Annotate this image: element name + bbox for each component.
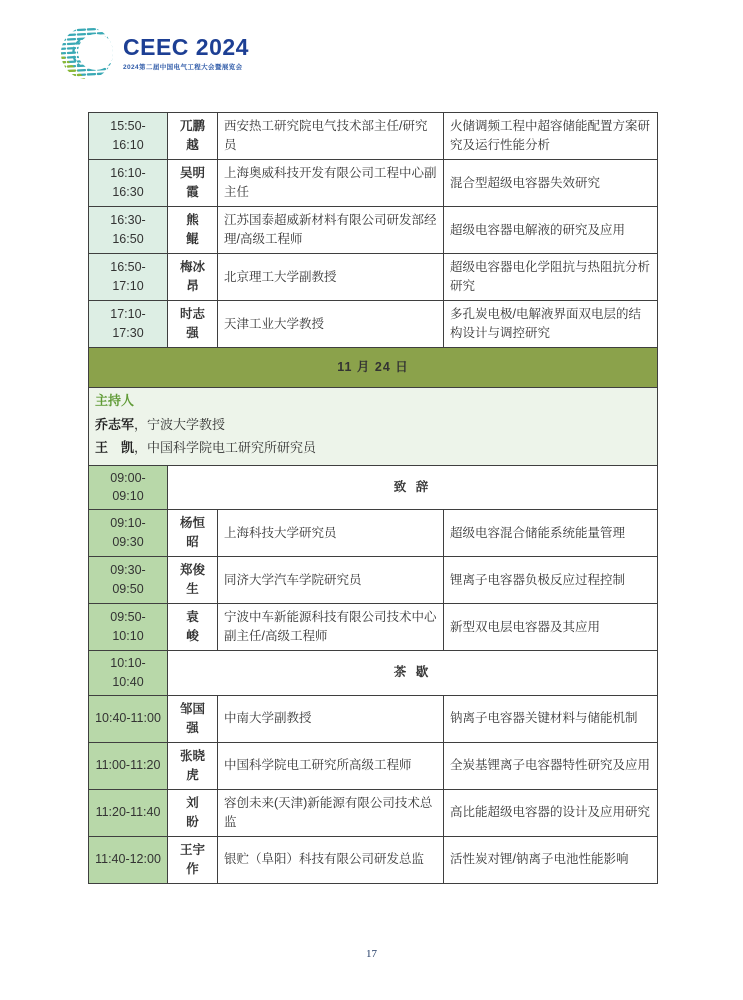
affiliation-cell: 宁波中车新能源科技有限公司技术中心副主任/高级工程师 bbox=[218, 604, 444, 651]
speaker-name-cell: 王宇作 bbox=[168, 836, 218, 883]
speaker-name-cell: 张晓虎 bbox=[168, 742, 218, 789]
talk-row bbox=[89, 510, 658, 557]
speaker-name-cell: 梅冰昂 bbox=[168, 254, 218, 301]
affiliation-cell: 容创未来(天津)新能源有限公司技术总监 bbox=[218, 789, 444, 836]
time-cell: 10:10-10:40 bbox=[89, 651, 168, 696]
affiliation-cell: 江苏国泰超威新材料有限公司研发部经理/高级工程师 bbox=[218, 207, 444, 254]
talk-title-cell: 超级电容混合储能系统能量管理 bbox=[444, 510, 658, 557]
talk-title-cell: 钠离子电容器关键材料与储能机制 bbox=[444, 695, 658, 742]
affiliation-cell: 北京理工大学副教授 bbox=[218, 254, 444, 301]
talk-row bbox=[89, 207, 658, 254]
time-cell: 11:00-11:20 bbox=[89, 742, 168, 789]
moderator-name: 王 凯 bbox=[95, 440, 135, 455]
time-cell: 11:20-11:40 bbox=[89, 789, 168, 836]
break-label-cell: 致 辞 bbox=[168, 465, 658, 510]
speaker-name-cell: 杨恒昭 bbox=[168, 510, 218, 557]
talk-title-cell: 混合型超级电容器失效研究 bbox=[444, 160, 658, 207]
speaker-name-cell: 时志强 bbox=[168, 301, 218, 348]
talk-title-cell: 超级电容器电解液的研究及应用 bbox=[444, 207, 658, 254]
logo-title: CEEC 2024 bbox=[123, 34, 249, 61]
time-cell: 16:50-17:10 bbox=[89, 254, 168, 301]
affiliation-cell: 同济大学汽车学院研究员 bbox=[218, 557, 444, 604]
affiliation-cell: 上海奥威科技开发有限公司工程中心副主任 bbox=[218, 160, 444, 207]
talk-title-cell: 超级电容器电化学阻抗与热阻抗分析研究 bbox=[444, 254, 658, 301]
time-cell: 09:30-09:50 bbox=[89, 557, 168, 604]
moderator-line: 乔志军，宁波大学教授 bbox=[95, 416, 226, 432]
talk-row bbox=[89, 557, 658, 604]
time-cell: 16:30-16:50 bbox=[89, 207, 168, 254]
time-cell: 11:40-12:00 bbox=[89, 836, 168, 883]
speaker-name-cell: 吴明霞 bbox=[168, 160, 218, 207]
ceec-globe-icon bbox=[60, 26, 114, 80]
moderators-label: 主持人 bbox=[95, 393, 135, 408]
talk-row bbox=[89, 742, 658, 789]
break-row bbox=[89, 465, 658, 510]
speaker-name-cell: 刘 盼 bbox=[168, 789, 218, 836]
time-cell: 09:10-09:30 bbox=[89, 510, 168, 557]
date-header-row bbox=[89, 348, 658, 388]
schedule-table bbox=[88, 112, 658, 884]
speaker-name-cell: 郑俊生 bbox=[168, 557, 218, 604]
talk-title-cell: 全炭基锂离子电容器特性研究及应用 bbox=[444, 742, 658, 789]
affiliation-cell: 上海科技大学研究员 bbox=[218, 510, 444, 557]
talk-title-cell: 锂离子电容器负极反应过程控制 bbox=[444, 557, 658, 604]
talk-row bbox=[89, 836, 658, 883]
affiliation-cell: 中国科学院电工研究所高级工程师 bbox=[218, 742, 444, 789]
page-number: 17 bbox=[366, 948, 377, 960]
logo-text bbox=[123, 35, 249, 70]
speaker-name-cell: 邹国强 bbox=[168, 695, 218, 742]
talk-row bbox=[89, 604, 658, 651]
time-cell: 10:40-11:00 bbox=[89, 695, 168, 742]
break-label-cell: 茶 歇 bbox=[168, 651, 658, 696]
talk-row bbox=[89, 695, 658, 742]
talk-title-cell: 火储调频工程中超容储能配置方案研究及运行性能分析 bbox=[444, 113, 658, 160]
affiliation-cell: 天津工业大学教授 bbox=[218, 301, 444, 348]
affiliation-cell: 银贮（阜阳）科技有限公司研发总监 bbox=[218, 836, 444, 883]
talk-row bbox=[89, 301, 658, 348]
moderators-cell bbox=[89, 388, 658, 466]
ceec-logo bbox=[60, 26, 249, 80]
talk-row bbox=[89, 789, 658, 836]
talk-title-cell: 高比能超级电容器的设计及应用研究 bbox=[444, 789, 658, 836]
break-row bbox=[89, 651, 658, 696]
speaker-name-cell: 兀鹏越 bbox=[168, 113, 218, 160]
time-cell: 15:50-16:10 bbox=[89, 113, 168, 160]
talk-title-cell: 新型双电层电容器及其应用 bbox=[444, 604, 658, 651]
time-cell: 09:50-10:10 bbox=[89, 604, 168, 651]
moderators-row bbox=[89, 388, 658, 466]
moderator-line: 王 凯，中国科学院电工研究所研究员 bbox=[95, 440, 317, 455]
affiliation-cell: 西安热工研究院电气技术部主任/研究员 bbox=[218, 113, 444, 160]
talk-row bbox=[89, 254, 658, 301]
time-cell: 16:10-16:30 bbox=[89, 160, 168, 207]
talk-row bbox=[89, 160, 658, 207]
speaker-name-cell: 袁 峻 bbox=[168, 604, 218, 651]
time-cell: 09:00-09:10 bbox=[89, 465, 168, 510]
time-cell: 17:10-17:30 bbox=[89, 301, 168, 348]
logo-subtitle: 2024第二届中国电气工程大会暨展览会 bbox=[123, 63, 243, 71]
affiliation-cell: 中南大学副教授 bbox=[218, 695, 444, 742]
talk-title-cell: 多孔炭电极/电解液界面双电层的结构设计与调控研究 bbox=[444, 301, 658, 348]
date-header-cell: 11 月 24 日 bbox=[89, 348, 658, 388]
speaker-name-cell: 熊 鲲 bbox=[168, 207, 218, 254]
talk-title-cell: 活性炭对锂/钠离子电池性能影响 bbox=[444, 836, 658, 883]
talk-row bbox=[89, 113, 658, 160]
moderator-name: 乔志军 bbox=[95, 416, 135, 432]
